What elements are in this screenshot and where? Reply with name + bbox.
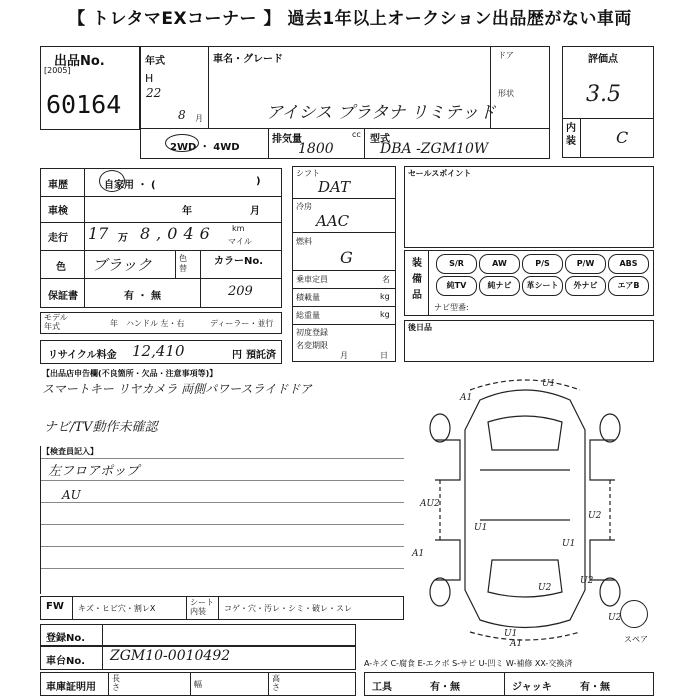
remarks-label: 【出品店申告欄(不良箇所・欠品・注意事項等)】 [42,369,218,378]
tool-label: 工具 [372,682,392,693]
fw-label: FW [46,601,64,612]
model-year-label: モデル年式 [44,313,68,331]
mod-day-unit: 日 [380,351,388,360]
header-title: 【 トレタマEXコーナー 】 過去1年以上オークション出品歴がない車両 [68,9,632,29]
equipment-item: 純ナビ [479,276,520,296]
damage-mark: A1 [460,393,473,403]
color-no-value: 209 [228,284,253,299]
navi-label: ナビ型番: [434,303,469,312]
damage-mark: U1 [562,539,576,549]
equipment-item: 外ナビ [565,276,606,296]
spare-tire-icon [620,600,648,628]
reg-row [40,624,356,646]
inspector-label: 【検査員記入】 [42,447,98,456]
damage-mark: U1 [504,629,518,639]
after-label: 後日品 [408,323,432,332]
tool-row [364,672,654,696]
spare-label: スペア [624,635,648,644]
capacity-label: 乗車定員 [296,275,328,284]
rekiki-options: 自家用 ・ ( [104,180,156,191]
color-value: ブラック [92,256,152,274]
model-label: 型式 [370,134,390,145]
year-value: 22 [146,86,162,100]
mod-label: 名変期限 [296,341,328,350]
shaken-label: 車検 [48,206,68,217]
cert-height: 高さ [272,674,280,692]
chassis-value: ZGM10-0010492 [110,648,231,664]
nenshiki-label: 年式 [145,56,165,67]
damage-mark: U2 [588,511,602,521]
equipment-item: AW [479,254,520,274]
handle: ハンドル 左・右 [126,319,185,328]
recycle-unit: 円 [232,350,242,361]
fuel-label: 燃料 [296,237,312,246]
shift-value: DAT [318,178,351,196]
model-year-unit: 年 [110,319,118,328]
rekiki-close: ) [256,176,261,187]
damage-diagram [410,370,640,650]
recycle-value: 12,410 [132,342,185,360]
gross-label: 総重量 [296,311,320,320]
legend: A-キズ C-腐食 E-エクボ S-サビ U-凹ミ W-補修 XX-交換済 [364,659,573,668]
cc-unit: cc [352,130,361,139]
interior-label: 内装 [566,123,576,147]
remarks-line1: スマートキー リヤカメラ 両側パワースライドドア [42,382,312,396]
reg-label: 登録No. [46,633,86,644]
drive-circle [165,134,199,152]
equipment-item: 純TV [436,276,477,296]
displacement-value: 1800 [298,141,334,157]
door-label: ドア [498,51,514,60]
cert-width: 幅 [194,680,202,689]
jack-label: ジャッキ [512,682,552,693]
chassis-label: 車台No. [46,656,86,667]
jack-options: 有・無 [580,682,610,693]
warranty-label: 保証書 [48,291,78,302]
ac-value: AAC [316,212,350,230]
damage-mark: AU2 [420,499,440,509]
inspector-line2: AU [62,488,81,502]
era: H [145,72,154,85]
damage-mark: U2 [580,576,594,586]
equipment-item: 革シート [522,276,563,296]
warranty-options: 有 ・ 無 [124,291,161,302]
mile-unit: マイル [228,237,252,246]
dealer: ディーラー・並行 [210,319,274,328]
equipment-item: S/R [436,254,477,274]
color-change: 色替 [179,254,187,273]
month-unit: 月 [195,114,203,123]
ac-label: 冷房 [296,202,312,211]
grade-label: 評価点 [588,54,618,65]
shaken-year-unit: 年 [182,206,192,217]
man-unit: 万 [118,233,128,244]
mod-month-unit: 月 [340,351,348,360]
damage-mark: U1 [542,379,556,389]
mileage-label: 走行 [48,233,68,244]
shaken-month-unit: 月 [250,206,260,217]
tool-options: 有・無 [430,682,460,693]
rekiki-label: 車歴 [48,180,68,191]
after-box [404,320,654,362]
car-outline [430,380,620,640]
km-unit: km [232,224,245,233]
seat-label: シート内装 [190,598,214,616]
damage-mark: A1 [510,639,523,649]
damage-mark: U1 [474,523,488,533]
capacity-unit: 名 [382,275,390,284]
shape-label: 形状 [498,89,514,98]
lot-label: 出品No. [54,54,105,69]
cert-length: 長さ [112,674,120,692]
recycle-label: リサイクル料金 [48,350,117,361]
equipment-item: エアB [608,276,649,296]
model-value: DBA -ZGM10W [380,141,489,157]
remarks-line2: ナビ/TV動作未確認 [44,420,158,435]
fuel-value: G [340,248,353,267]
mileage-man: 17 [88,224,109,243]
color-no-label: カラーNo. [214,256,264,267]
gross-unit: kg [380,310,390,319]
interior-value: C [616,128,629,147]
shift-label: シフト [296,169,320,178]
recycle-status: 預託済 [246,350,276,361]
equipment-item: ABS [608,254,649,274]
damage-mark: U2 [538,583,552,593]
equipment-item: P/W [565,254,606,274]
cert-label: 車庫証明用 [46,682,96,693]
month-value: 8 [178,108,186,122]
displacement-label: 排気量 [272,134,302,145]
fw-text: キズ・ヒビ穴・割レX [78,604,156,613]
damage-mark: A1 [412,549,425,559]
rekiki-circle [99,170,125,192]
equipment-label: 装備品 [412,258,422,301]
grade-value: 3.5 [586,82,621,107]
damage-mark: U2 [608,613,622,623]
lot-number: 60164 [46,90,122,119]
equipment-item: P/S [522,254,563,274]
inspector-line1: 左フロアポップ [48,464,140,479]
drive-label: 2WD ・ 4WD [170,142,240,153]
first-reg-label: 初度登録 [296,328,328,337]
mileage-rest: 8,046 [140,224,216,243]
load-unit: kg [380,292,390,301]
car-name: アイシス プラタナ リミテッド [266,103,496,123]
color-label: 色 [56,262,66,273]
sales-label: セールスポイント [408,169,472,178]
seat-text: コゲ・穴・汚レ・シミ・破レ・スレ [224,604,352,613]
lot-year-tag: [2005] [44,66,71,75]
name-label: 車名・グレード [213,54,283,65]
load-label: 積載量 [296,293,320,302]
